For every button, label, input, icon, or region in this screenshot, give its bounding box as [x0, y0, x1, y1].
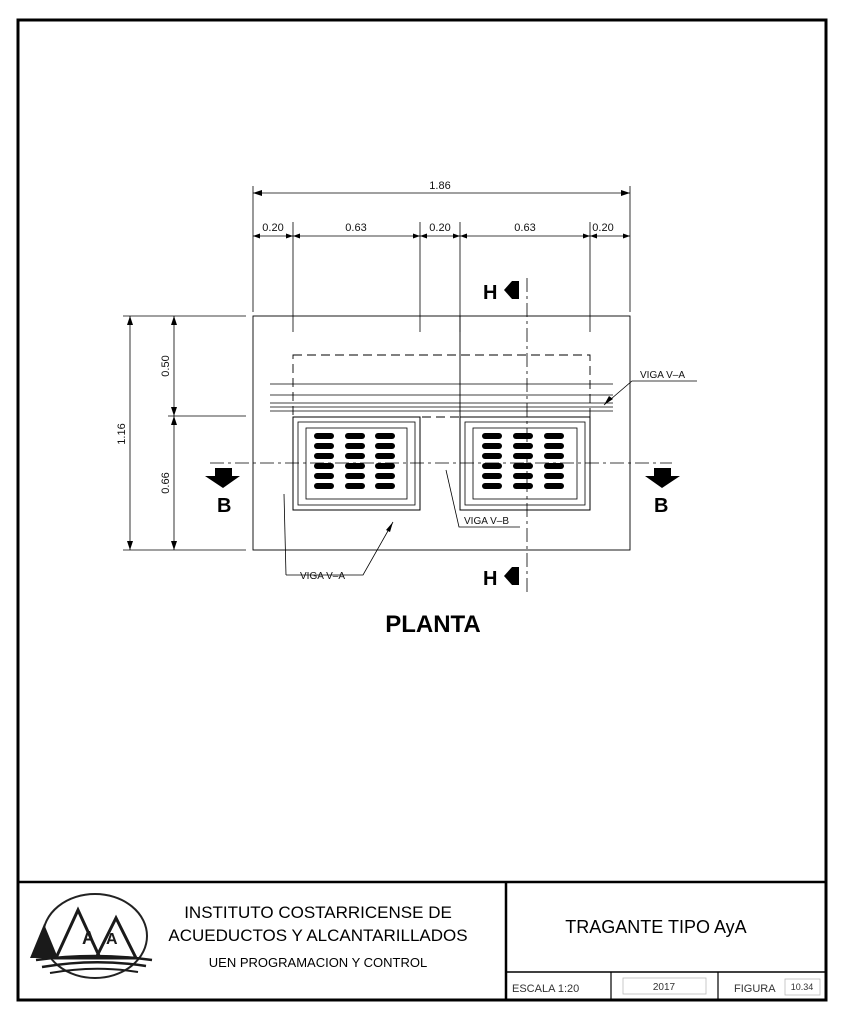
leader-arrow-va-bottom [386, 522, 393, 532]
left-grate-slots [314, 433, 395, 489]
dim-seg-a: 0.20 [262, 222, 284, 234]
section-label-h-top: H [483, 282, 498, 304]
dim-lower-height: 0.66 [160, 472, 172, 494]
section-label-b-left: B [217, 495, 232, 517]
dim-total-width: 1.86 [429, 180, 451, 192]
leader-arrow-va-right [604, 396, 613, 405]
dimension-arrows [127, 190, 630, 550]
year-value: 2017 [652, 982, 676, 993]
org-name-line2: ACUEDUCTOS Y ALCANTARILLADOS [168, 926, 468, 945]
section-label-b-right: B [654, 495, 669, 517]
view-title: PLANTA [385, 611, 481, 638]
org-name-line1: INSTITUTO COSTARRICENSE DE [184, 903, 452, 922]
dim-seg-b: 0.63 [345, 222, 367, 234]
label-viga-vb: VIGA V–B [464, 516, 510, 527]
section-label-h-bottom: H [483, 568, 498, 590]
dim-seg-d: 0.63 [514, 222, 536, 234]
dimension-lines [123, 186, 630, 550]
org-unit-line: UEN PROGRAMACION Y CONTROL [208, 955, 428, 970]
svg-text:A: A [106, 931, 118, 948]
section-marker-h-top [483, 281, 519, 304]
section-marker-b-left [205, 468, 240, 517]
scale-label: ESCALA 1:20 [512, 983, 580, 995]
dim-total-height: 1.16 [116, 423, 128, 445]
dim-upper-height: 0.50 [160, 355, 172, 377]
dim-seg-e: 0.20 [592, 222, 614, 234]
figure-number: 10.34 [790, 982, 814, 992]
label-viga-va-bottom: VIGA V–A [300, 571, 346, 582]
logo-lettering: A [82, 928, 95, 948]
section-marker-h-bottom [483, 567, 519, 590]
sheet-border [18, 20, 826, 1000]
plan-outline [210, 278, 672, 592]
figure-label: FIGURA [734, 983, 776, 995]
dim-seg-c: 0.20 [429, 222, 451, 234]
right-grate-slots [482, 433, 564, 489]
aya-logo [30, 894, 152, 978]
label-viga-va-right: VIGA V–A [640, 370, 686, 381]
section-marker-b-right [645, 468, 680, 517]
drawing-title: TRAGANTE TIPO AyA [565, 917, 747, 937]
